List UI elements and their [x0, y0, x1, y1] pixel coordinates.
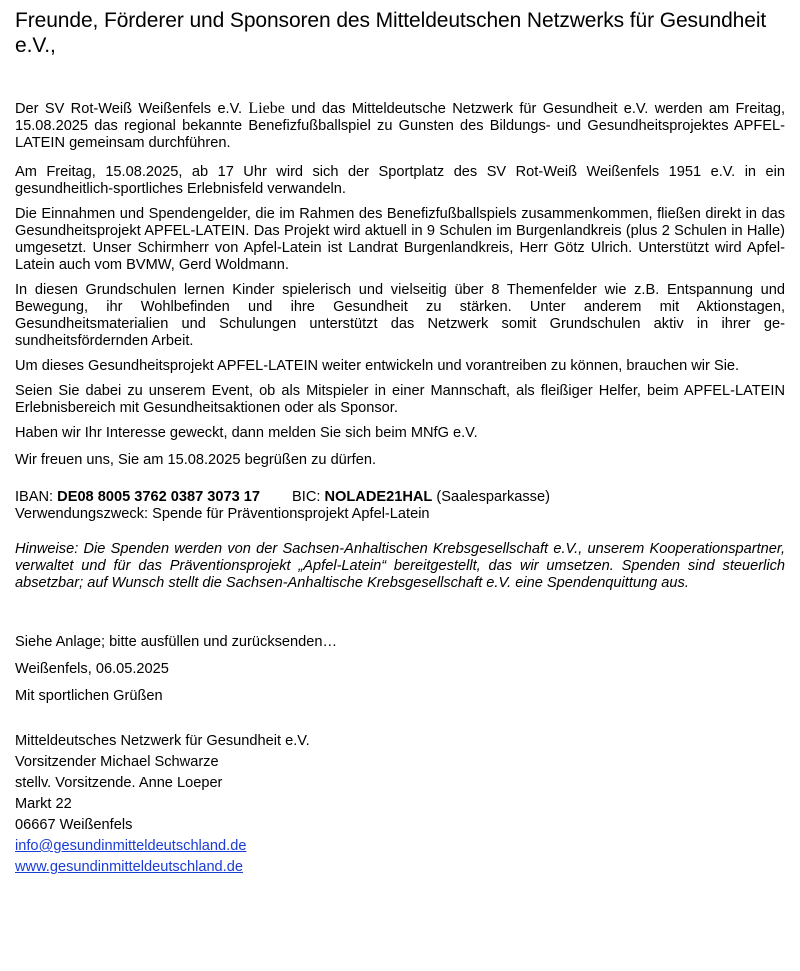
bic-label: BIC:	[292, 489, 325, 505]
letter	[15, 8, 785, 878]
paragraph-welcome: Wir freuen uns, Sie am 15.08.2025 begrüßen zu dürfen.	[15, 452, 377, 468]
paragraph-contact: Haben wir Ihr Interesse geweckt, dann melden Sie sich beim MNfG e.V.	[15, 425, 478, 441]
signature-org: Mitteldeutsches Netzwerk für Gesundheit e.V.	[15, 733, 310, 749]
bank-details	[15, 489, 785, 523]
paragraph-join: Seien Sie dabei zu unserem Event, ob als Mitspieler in einer Mannschaft, als fleißiger Helfer, beim APFEL-LATEIN Erlebnisbereich mit Gesundheitsaktionen oder als Sponsor.	[15, 383, 785, 416]
donation-hint: Hinweise: Die Spenden werden von der Sachsen-Anhaltischen Krebsgesellschaft e.V., unserem Kooperationspartner, verwaltet und für das Präventionsprojekt „Apfel-Latein“ bereitgestellt, das wir umsetzen. Spenden sind steuerlich absetzbar; auf Wunsch stellt die Sachsen-Anhaltische Krebsgesellschaft e.V. eine Spendenquittung aus.	[15, 541, 785, 591]
intro-text-start: Der SV Rot-Weiß Weißenfels e.V.	[15, 101, 249, 117]
email-link[interactable]: info@gesundinmitteldeutschland.de	[15, 838, 247, 854]
iban-value: DE08 8005 3762 0387 3073 17	[57, 489, 261, 505]
paragraph-donations: Die Einnahmen und Spendengelder, die im Rahmen des Benefizfußballspiels zusammenkommen, fließen direkt in das Gesundheitsprojekt APFEL-LATEIN. Das Projekt wird aktuell in 9 Schulen im Burgenlandkreis (plus 2 Schulen in Halle) umgesetzt. Unser Schirmherr von Apfel-Latein ist Landrat Burgenlandkreis, Herr Götz Ulrich. Unterstützt wird Apfel-Latein auch vom BVMW, Gerd Woldmann.	[15, 206, 785, 273]
bank-name: (Saalesparkasse)	[432, 489, 550, 505]
signature-block	[15, 731, 785, 878]
signature-chair: Vorsitzender Michael Schwarze	[15, 754, 219, 770]
payment-purpose: Verwendungszweck: Spende für Präventionsprojekt Apfel-Latein	[15, 506, 430, 522]
signature-vice: stellv. Vorsitzende. Anne Loeper	[15, 775, 223, 791]
paragraph-need-you: Um dieses Gesundheitsprojekt APFEL-LATEIN weiter entwickeln und vorantreiben zu können, brauchen wir Sie.	[15, 358, 740, 374]
paragraph-event-date: Am Freitag, 15.08.2025, ab 17 Uhr wird sich der Sportplatz des SV Rot-Weiß Weißenfels 1951 e.V. in ein gesundheitlich-sportliches Erlebnisfeld verwandeln.	[15, 164, 785, 197]
page-title: Freunde, Förderer und Sponsoren des Mitteldeutschen Netzwerks für Gesundheit e.V.,	[15, 9, 767, 57]
greeting: Mit sportlichen Grüßen	[15, 688, 163, 704]
intro-paragraph	[15, 100, 785, 152]
intro-text-end: und das Mitteldeutsche Netzwerk für Gesundheit e.V. werden am Freitag, 15.08.2025 das regional bekannte Benefizfußballspiel zu Gunsten des Bildungs- und Gesundheitsprojektes APFEL-LATEIN gemeinsam durchführen.	[15, 101, 785, 151]
place-date: Weißenfels, 06.05.2025	[15, 661, 169, 677]
paragraph-schools: In diesen Grundschulen lernen Kinder spielerisch und vielseitig über 8 Themenfelder wie z.B. Entspannung und Bewegung, ihr Wohlbefinden und ihre Gesundheit zu stärken. Unter anderem mit Aktionstagen, Gesundheitsmaterialien und Schulungen unterstützt das Netzwerk somit Grundschulen aktiv in ihrer gesundheitsfördernden Arbeit.	[15, 282, 785, 349]
attachment-note: Siehe Anlage; bitte ausfüllen und zurücksenden…	[15, 634, 338, 650]
signature-city: 06667 Weißenfels	[15, 817, 133, 833]
iban-label: IBAN:	[15, 489, 58, 505]
website-link[interactable]: www.gesundinmitteldeutschland.de	[15, 859, 243, 875]
closing-block	[15, 634, 785, 705]
signature-street: Markt 22	[15, 796, 72, 812]
intro-word-liebe: Liebe	[248, 100, 285, 117]
bic-value: NOLADE21HAL	[324, 489, 433, 505]
